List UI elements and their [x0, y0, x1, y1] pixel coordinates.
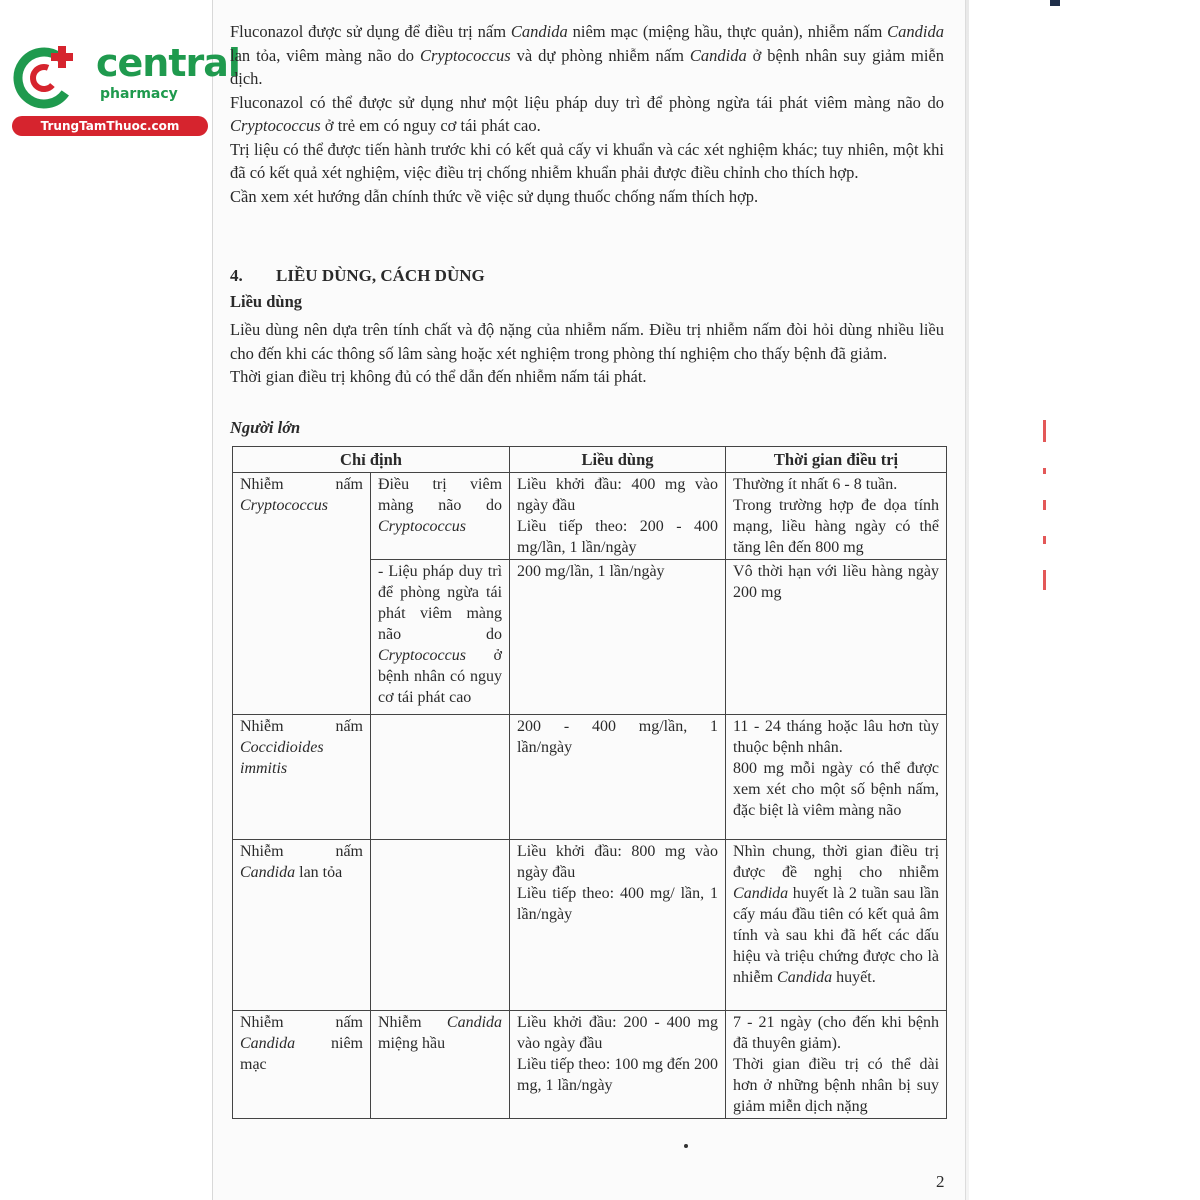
dosage-paragraph: Liều dùng nên dựa trên tính chất và độ nặng của nhiễm nấm. Điều trị nhiễm nấm đòi hỏi dùng nhiều liều cho đến khi các thông số lâm sàng hoặc xét nghiệm trong phòng thí nghiệm cho thấy bệnh đã giảm.	[230, 320, 944, 363]
duration-cell: Vô thời hạn với liều hàng ngày 200 mg	[726, 560, 947, 715]
intro-paragraph: Fluconazol có thể được sử dụng như một liệu pháp duy trì để phòng ngừa tái phát viêm màng não do Cryptococcus ở trẻ em có nguy cơ tái phát cao.	[230, 92, 944, 135]
dose-cell: 200 - 400 mg/lần, 1 lần/ngày	[510, 715, 726, 840]
section-number: 4.	[230, 266, 243, 285]
duration-cell: 11 - 24 tháng hoặc lâu hơn tùy thuộc bệnh nhân. 800 mg mỗi ngày có thể được xem xét cho một số bệnh nấm, đặc biệt là viêm màng não	[726, 715, 947, 840]
dosage-text	[230, 318, 944, 389]
section-heading	[230, 266, 485, 286]
central-pharmacy-logo	[10, 36, 240, 136]
infection-cell: Nhiễm nấm Cryptococcus	[233, 473, 371, 715]
dose-cell: Liều khởi đầu: 800 mg vào ngày đầu Liều tiếp theo: 400 mg/ lần, 1 lần/ngày	[510, 840, 726, 1011]
intro-paragraph: Fluconazol được sử dụng để điều trị nấm Candida niêm mạc (miệng hầu, thực quản), nhiễm nấm Candida lan tỏa, viêm màng não do Cryptococcus và dự phòng nhiễm nấm Candida ở bệnh nhân suy giảm miễn dịch.	[230, 22, 944, 88]
indication-cell: Điều trị viêm màng não do Cryptococcus	[371, 473, 510, 560]
page-number: 2	[936, 1172, 945, 1191]
dose-cell: Liều khởi đầu: 200 - 400 mg vào ngày đầu Liều tiếp theo: 100 mg đến 200 mg, 1 lần/ngày	[510, 1011, 726, 1119]
indication-cell: - Liệu pháp duy trì để phòng ngừa tái phát viêm màng não do Cryptococcus ở bệnh nhân có nguy cơ tái phát cao	[371, 560, 510, 715]
scan-side-marks	[1040, 420, 1048, 616]
indication-cell: Nhiễm Candida miệng hầu	[371, 1011, 510, 1119]
indication-cell	[371, 715, 510, 840]
table-row	[233, 1011, 947, 1119]
dose-cell: 200 mg/lần, 1 lần/ngày	[510, 560, 726, 715]
intro-paragraph: Trị liệu có thể được tiến hành trước khi có kết quả cấy vi khuẩn và các xét nghiệm khác; tuy nhiên, một khi đã có kết quả xét nghiệm, việc điều trị chống nhiễm khuẩn phải được điều chỉnh cho thích hợp.	[230, 139, 944, 182]
indication-cell	[371, 840, 510, 1011]
pharmacy-cross-logo-icon	[12, 40, 84, 112]
table-row	[233, 715, 947, 840]
intro-paragraph: Cần xem xét hướng dẫn chính thức về việc sử dụng thuốc chống nấm thích hợp.	[230, 186, 759, 206]
infection-cell: Nhiễm nấm Candida niêm mạc	[233, 1011, 371, 1119]
section-title: LIỀU DÙNG, CÁCH DÙNG	[276, 266, 485, 285]
header-indication: Chỉ định	[233, 447, 510, 473]
scan-corner-mark	[1050, 0, 1060, 6]
dosage-table	[232, 446, 947, 1119]
brand-website: TrungTamThuoc.com	[12, 116, 208, 136]
header-duration: Thời gian điều trị	[726, 447, 947, 473]
infection-cell: Nhiễm nấm Candida lan tỏa	[233, 840, 371, 1011]
adult-heading: Người lớn	[230, 418, 301, 437]
duration-cell: 7 - 21 ngày (cho đến khi bệnh đã thuyên giảm). Thời gian điều trị có thể dài hơn ở những bệnh nhân bị suy giảm miễn dịch nặng	[726, 1011, 947, 1119]
duration-cell: Thường ít nhất 6 - 8 tuần. Trong trường hợp đe dọa tính mạng, liều hàng ngày có thể tăng lên đến 800 mg	[726, 473, 947, 560]
brand-name: central	[96, 41, 240, 85]
table-row	[233, 473, 947, 560]
table-row	[233, 840, 947, 1011]
brand-subtitle: pharmacy	[100, 86, 178, 102]
scan-dot	[684, 1144, 688, 1148]
infection-cell: Nhiễm nấm Coccidioides immitis	[233, 715, 371, 840]
table-header-row	[233, 447, 947, 473]
dosage-heading: Liều dùng	[230, 292, 302, 311]
dosage-paragraph: Thời gian điều trị không đủ có thể dẫn đến nhiễm nấm tái phát.	[230, 367, 647, 386]
duration-cell: Nhìn chung, thời gian điều trị được đề nghị cho nhiễm Candida huyết là 2 tuần sau lần cấy máu đầu tiên có kết quả âm tính và sau khi đã hết các dấu hiệu và triệu chứng được cho là nhiễm Candida huyết.	[726, 840, 947, 1011]
dose-cell: Liều khởi đầu: 400 mg vào ngày đầu Liều tiếp theo: 200 - 400 mg/lần, 1 lần/ngày	[510, 473, 726, 560]
intro-text	[230, 20, 944, 208]
header-dose: Liều dùng	[510, 447, 726, 473]
